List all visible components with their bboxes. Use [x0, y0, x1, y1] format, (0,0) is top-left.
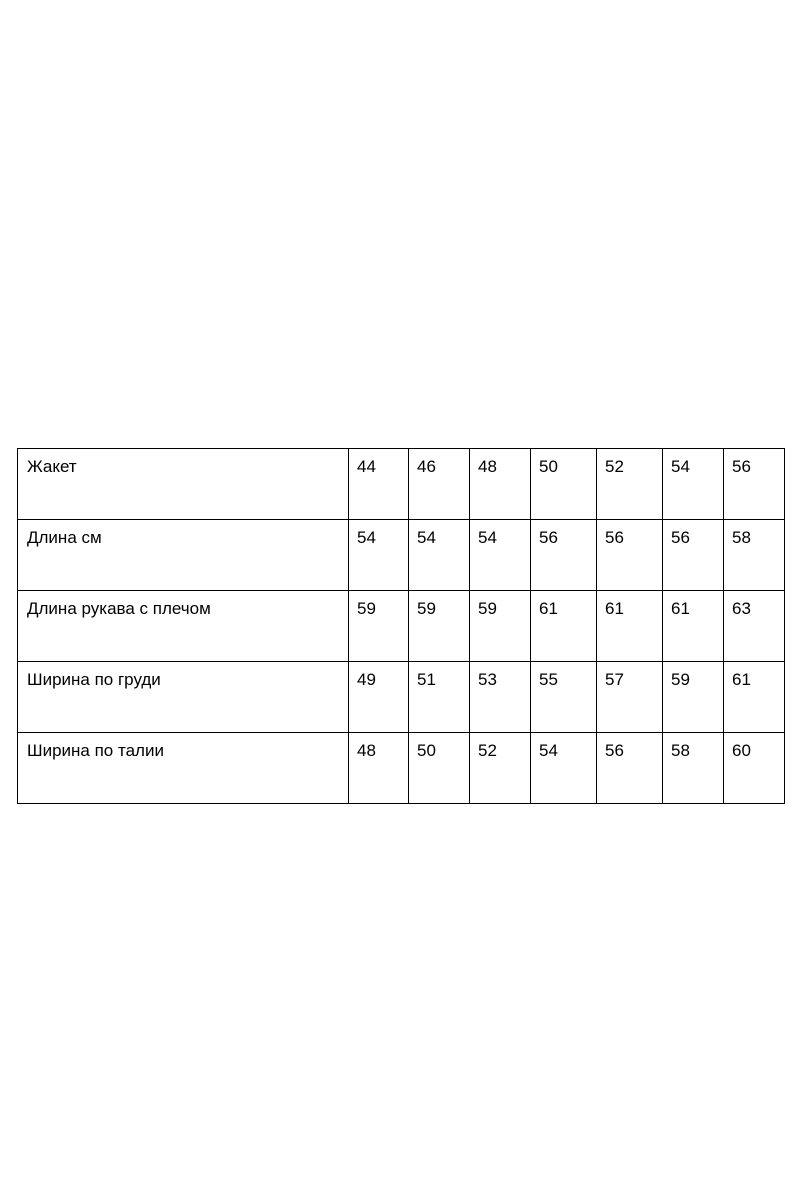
table-cell: 59 — [349, 591, 409, 662]
table-cell: 63 — [724, 591, 785, 662]
table-cell: 46 — [409, 449, 470, 520]
table-row-chest-width — [18, 662, 785, 733]
table-cell: 44 — [349, 449, 409, 520]
table-cell: 58 — [724, 520, 785, 591]
table-cell: 50 — [531, 449, 597, 520]
table-cell: 54 — [663, 449, 724, 520]
row-label: Ширина по талии — [18, 733, 349, 804]
table-cell: 56 — [597, 733, 663, 804]
table-cell: 54 — [531, 733, 597, 804]
table-cell: 59 — [409, 591, 470, 662]
table-cell: 48 — [349, 733, 409, 804]
table-cell: 56 — [531, 520, 597, 591]
table-row-jacket-size — [18, 449, 785, 520]
table-cell: 49 — [349, 662, 409, 733]
table-cell: 61 — [724, 662, 785, 733]
table-row-length — [18, 520, 785, 591]
table-cell: 52 — [597, 449, 663, 520]
table-cell: 50 — [409, 733, 470, 804]
table-cell: 53 — [470, 662, 531, 733]
table-cell: 56 — [724, 449, 785, 520]
table-cell: 61 — [597, 591, 663, 662]
table-cell: 58 — [663, 733, 724, 804]
row-label: Длина рукава с плечом — [18, 591, 349, 662]
table-cell: 56 — [663, 520, 724, 591]
row-label: Ширина по груди — [18, 662, 349, 733]
table-cell: 54 — [470, 520, 531, 591]
table-cell: 61 — [663, 591, 724, 662]
row-label: Жакет — [18, 449, 349, 520]
table-row-waist-width — [18, 733, 785, 804]
table-cell: 57 — [597, 662, 663, 733]
table-cell: 52 — [470, 733, 531, 804]
table-cell: 48 — [470, 449, 531, 520]
table-cell: 56 — [597, 520, 663, 591]
table-cell: 61 — [531, 591, 597, 662]
table-cell: 60 — [724, 733, 785, 804]
row-label: Длина см — [18, 520, 349, 591]
size-chart-table — [17, 448, 785, 804]
table-row-sleeve-length — [18, 591, 785, 662]
table-cell: 59 — [470, 591, 531, 662]
table-cell: 51 — [409, 662, 470, 733]
table-cell: 55 — [531, 662, 597, 733]
table-cell: 54 — [349, 520, 409, 591]
table-cell: 59 — [663, 662, 724, 733]
table-cell: 54 — [409, 520, 470, 591]
